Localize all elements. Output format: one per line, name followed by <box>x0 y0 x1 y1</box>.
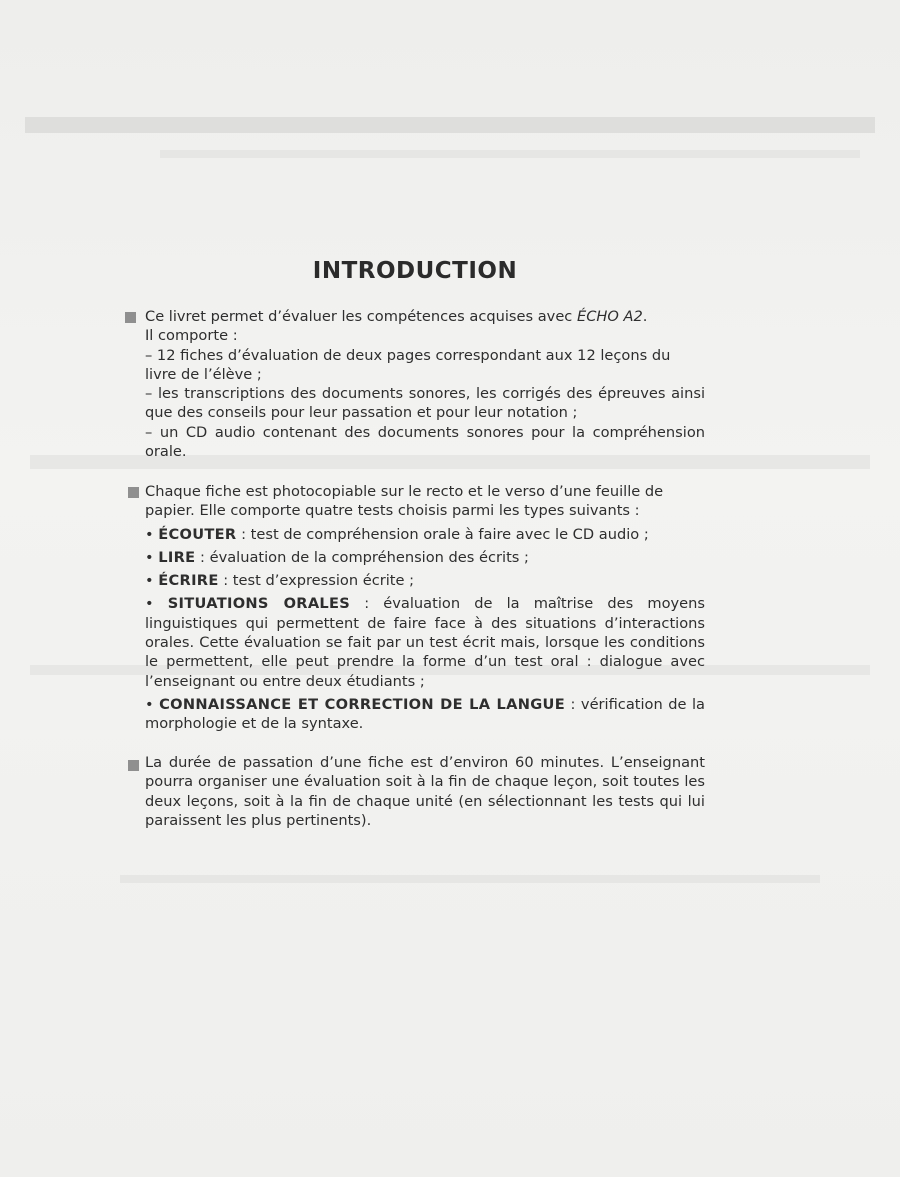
page-title: INTRODUCTION <box>312 258 518 284</box>
contents-item-cd: – un CD audio contenant des documents sonores pour la compréhension orale. <box>145 423 705 461</box>
intro-paragraph-2 <box>145 482 705 734</box>
livret-purpose: Ce livret permet d’évaluer les compétences acquises avec ÉCHO A2. <box>145 308 648 325</box>
intro-paragraph-3 <box>145 753 705 830</box>
contents-item-transcriptions: – les transcriptions des documents sonores, les corrigés des épreuves ainsi que des conseils pour leur passation et pour leur notation ; <box>145 385 705 422</box>
test-type-connaissance-langue: • CONNAISSANCE ET CORRECTION DE LA LANGUE : vérification de la morphologie et de la syntaxe. <box>145 695 706 733</box>
intro-paragraph-1 <box>145 307 705 461</box>
duree-passation: La durée de passation d’une fiche est d’environ 60 minutes. L’enseignant pourra organiser une évaluation soit à la fin de chaque leçon, soit toutes les deux leçons, soit à la fin de chaque unité (en sélectionnant les tests qui lui paraissent les plus pertinents). <box>145 754 705 829</box>
show-through-line <box>160 150 860 158</box>
show-through-line <box>120 875 820 883</box>
test-type-ecrire: • ÉCRIRE : test d’expression écrite ; <box>145 572 415 590</box>
square-bullet-icon <box>128 760 139 771</box>
contents-item-fiches: – 12 fiches d’évaluation de deux pages correspondant aux 12 leçons du livre de l’élève ; <box>145 346 671 383</box>
test-type-lire: • LIRE : évaluation de la compréhension des écrits ; <box>145 548 529 566</box>
square-bullet-icon <box>128 487 139 498</box>
show-through-band <box>25 117 875 133</box>
square-bullet-icon <box>125 312 136 323</box>
book-title: ÉCHO A2 <box>576 308 643 325</box>
test-type-situations-orales: • SITUATIONS ORALES : évaluation de la maîtrise des moyens linguistiques qui permettent de faire face à des situations d’interactions orales. Cette évaluation se fait par un test écrit mais, lorsque les conditions le permettent, elle peut prendre la forme d’un test oral : dialogue avec l’enseignant ou entre deux étudiants ; <box>145 595 706 690</box>
test-type-ecouter: • ÉCOUTER : test de compréhension orale à faire avec le CD audio ; <box>145 525 649 543</box>
livret-contents-intro: Il comporte : <box>145 327 238 345</box>
fiche-description: Chaque fiche est photocopiable sur le recto et le verso d’une feuille de papier. Elle comporte quatre tests choisis parmi les types suivants : <box>145 483 664 520</box>
